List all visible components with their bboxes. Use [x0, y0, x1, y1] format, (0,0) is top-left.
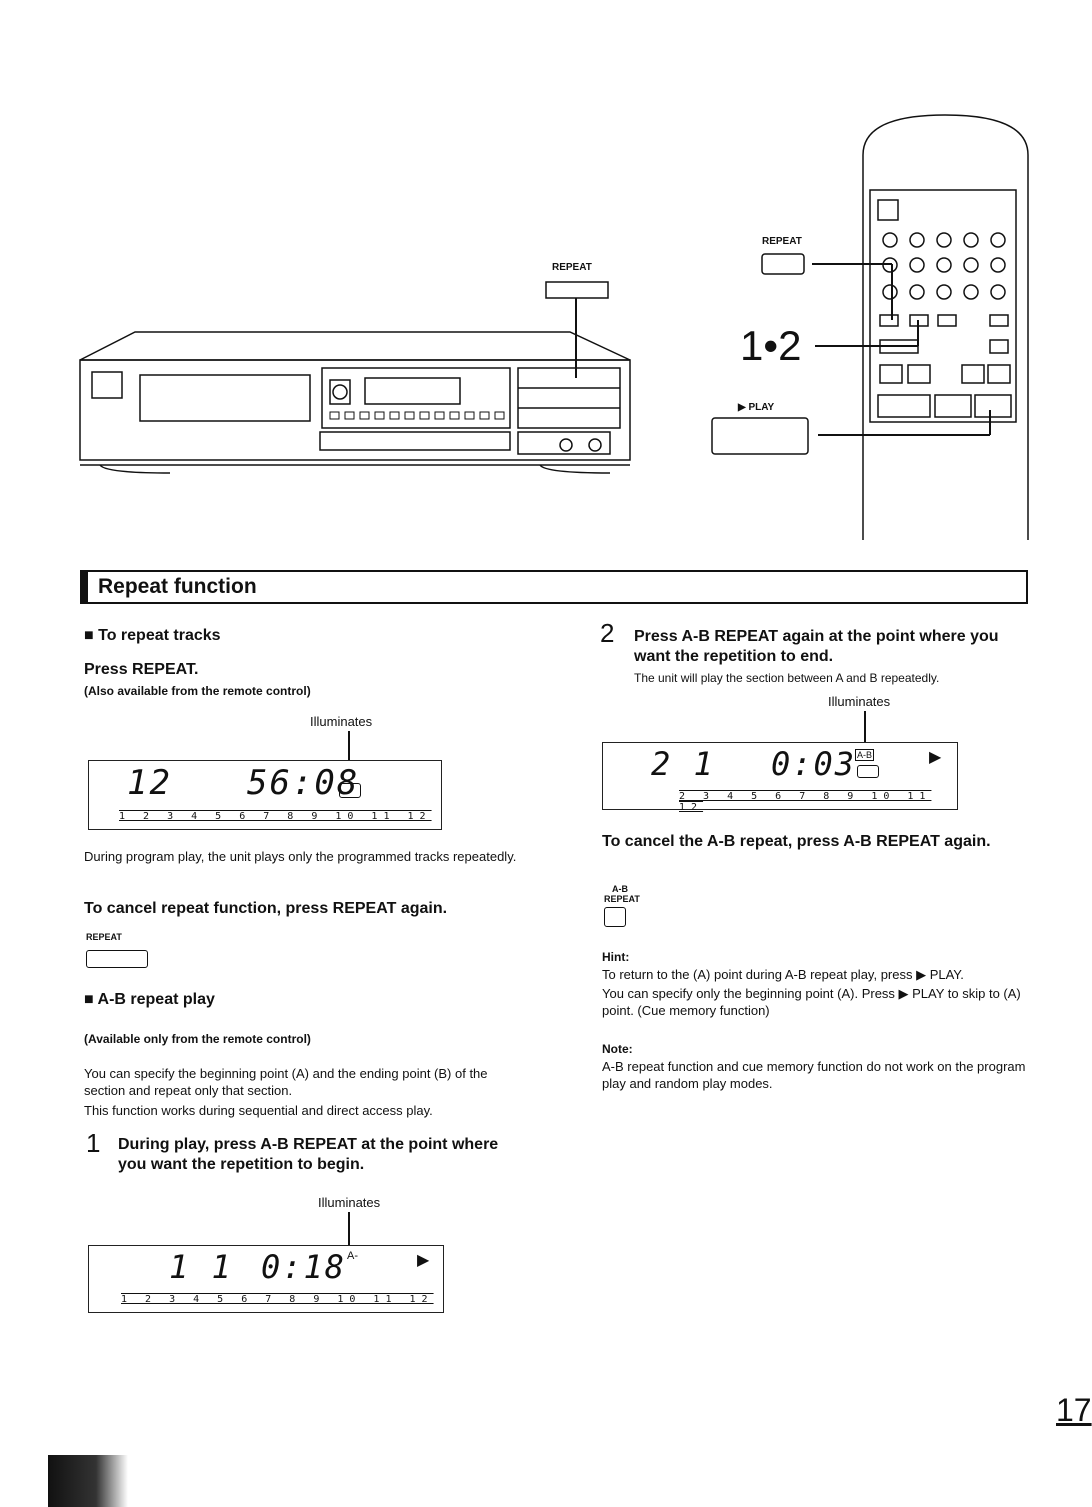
remote-play-label: ▶ PLAY	[738, 402, 775, 413]
remote-repeat-button[interactable]	[762, 254, 804, 274]
step-2-description: The unit will play the section between A and B repeatedly.	[634, 671, 940, 685]
note-title: Note:	[602, 1042, 633, 1056]
repeat-tracks-heading: ■ To repeat tracks	[84, 627, 221, 644]
ab-description-1: You can specify the beginning point (A) and the ending point (B) of the section and repeat only that section.	[84, 1066, 488, 1098]
page-number: 17	[1056, 1392, 1092, 1428]
repeat-indicator-icon	[339, 783, 361, 798]
remote-note: (Also available from the remote control)	[84, 684, 311, 698]
repeat-button[interactable]	[86, 950, 148, 968]
section-header	[80, 570, 1028, 604]
remote-play-button[interactable]	[712, 418, 808, 454]
step-callout: 1•2	[740, 322, 802, 369]
display3-ab-mark: A-	[347, 1250, 358, 1262]
ab-button-label-top: A-B	[612, 884, 628, 894]
display-repeat	[88, 760, 442, 830]
display3-track-number: 1 1	[169, 1248, 233, 1286]
play-indicator-icon: ▶	[929, 749, 942, 766]
display-time: 56:08	[247, 763, 360, 803]
deck-repeat-button[interactable]	[546, 282, 608, 298]
ab-repeat-heading: ■ A-B repeat play	[84, 991, 215, 1008]
display-track-numbers: 1 2 3 4 5 6 7 8 9 10 11 12	[119, 811, 432, 822]
display-ab-end	[602, 742, 958, 813]
step-1-number: 1	[86, 1128, 101, 1158]
cancel-ab-heading: To cancel the A-B repeat, press A-B REPEAT again.	[602, 833, 991, 850]
display2-track-number: 2 1	[651, 745, 715, 783]
display-track-number: 12	[127, 763, 172, 803]
cancel-repeat-heading: To cancel repeat function, press REPEAT again.	[84, 900, 448, 917]
ab-repeat-button[interactable]	[604, 907, 626, 927]
hint-title: Hint:	[602, 950, 630, 964]
display2-track-numbers: 2 3 4 5 6 7 8 9 10 11 12	[679, 791, 932, 813]
ab-description-2: This function works during sequential and direct access play.	[84, 1103, 433, 1118]
hint-line-1: To return to the (A) point during A-B repeat play, press ▶ PLAY.	[602, 967, 964, 982]
step-2-number: 2	[600, 618, 615, 648]
remote-control	[863, 115, 1028, 540]
ab-remote-only-note: (Available only from the remote control)	[84, 1032, 311, 1046]
device-illustration	[0, 110, 1080, 550]
display-ab-start	[88, 1245, 444, 1313]
press-repeat-instruction: Press REPEAT.	[84, 661, 199, 678]
section-title: Repeat function	[98, 575, 257, 598]
step-2-text: Press A-B REPEAT again at the point where you want the repetition to end.	[634, 628, 999, 665]
display2-time: 0:03	[771, 745, 857, 783]
cancel-repeat-button-label: REPEAT	[86, 932, 122, 942]
remote-repeat-label: REPEAT	[762, 236, 802, 247]
deck-repeat-label: REPEAT	[552, 262, 592, 273]
play-indicator-icon: ▶	[417, 1252, 430, 1269]
step-1-text: During play, press A-B REPEAT at the point where you want the repetition to begin.	[118, 1136, 499, 1173]
display3-track-numbers: 1 2 3 4 5 6 7 8 9 10 11 12	[121, 1294, 434, 1305]
scan-smudge	[48, 1455, 128, 1507]
display2-ab-mark: A-B	[857, 750, 873, 760]
ab-button-label-bottom: REPEAT	[604, 894, 640, 904]
repeat-indicator-icon	[857, 765, 879, 778]
illuminates-label-2: Illuminates	[828, 694, 891, 709]
illuminates-label-1: Illuminates	[310, 714, 373, 729]
program-play-note: During program play, the unit plays only the programmed tracks repeatedly.	[84, 849, 517, 864]
note-text: A-B repeat function and cue memory function do not work on the program play and random play modes.	[602, 1059, 1026, 1091]
cd-deck	[80, 332, 630, 473]
illuminates-label-3: Illuminates	[318, 1195, 381, 1210]
hint-line-2: You can specify only the beginning point (A). Press ▶ PLAY to skip to (A) point. (Cue memory function)	[602, 986, 1021, 1018]
display3-time: 0:18	[261, 1248, 347, 1286]
